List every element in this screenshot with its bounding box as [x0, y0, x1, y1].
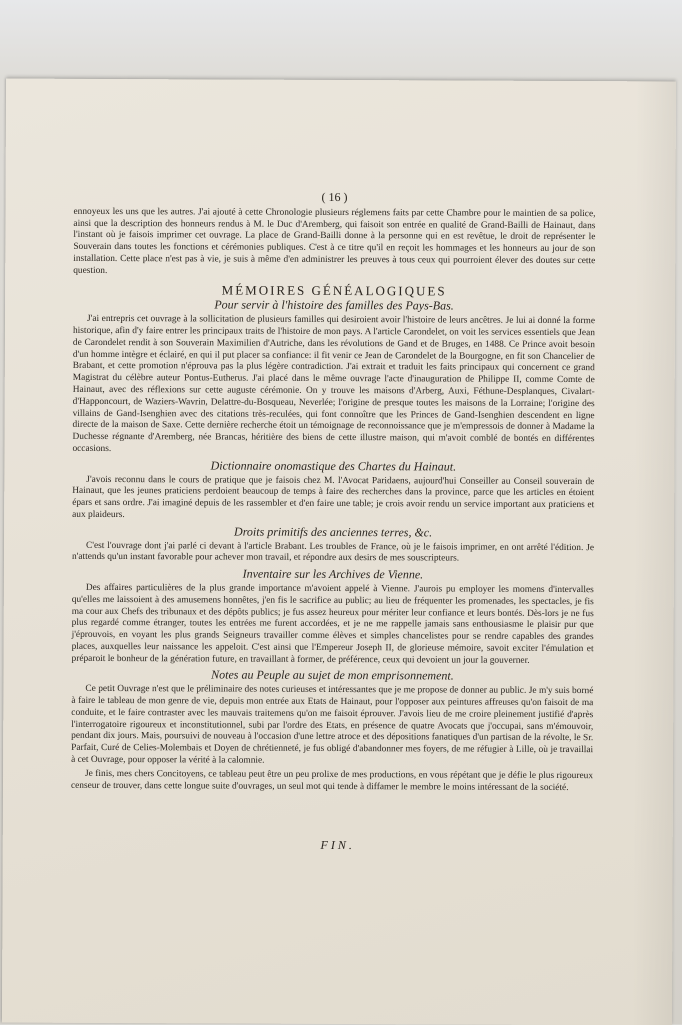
memoires-paragraph: J'ai entrepris cet ouvrage à la sollicitation de plusieurs familles qui desiroient avoir l'histoire de leurs ancêtres. Je lui ai donné la forme historique, afin d'y faire entrer les principaux traits de l'histoire de mon pays. A l'article Carondelet, on voit les services essentiels que Jean de Carondelet rendit à son Souverain Maximilien d'Autriche, dans les révolutions de Gand et de Bruges, en 1488. Ce Prince avoit besoin d'un homme intègre et éclairé, en qui il put placer sa confiance: il fit venir ce Jean de Carondelet de la Bourgogne, en fit son Chancelier de Brabant, et cette promotion n'éprouva pas la plus légère contradiction. J'ai extrait et traduit les faits principaux qui concernent ce grand Magistrat du célèbre auteur Pontus-Eutherus. J'ai placé dans le même ouvrage l'acte d'inauguration de Philippe II, comme Comte de Hainaut, avec des réflexions sur cette auguste cérémonie. On y trouve les maisons d'Arberg, Auxi, Féthune-Desplanques, Civalart-d'Happoncourt, de Waziers-Wavrin, Delattre-du-Bosqueau, Neverlée; l'origine de presque toutes les maisons de la Lorraine; l'origine des villains de Gand-Isenghien avec des citations très-reculées, qui font connoître que les Princes de Gand-Isenghien descendent en ligne directe de la maison de Saxe. Cette dernière recherche étoit un témoignage de reconnoissance que je m'empressois de donner à Madame la Duchesse régnante d'Aremberg, née Brancas, héritière des biens de cette illustre maison, qui m'avoit comblé de bontés en différentes occasions. — [72, 314, 596, 454]
dictionnaire-paragraph: J'avois reconnu dans le cours de pratique que je faisois chez M. l'Avocat Paridaens, aujourd'hui Conseiller au Conseil souverain de Hainaut, que les jeunes praticiens perdoient beaucoup de temps à faire des recherches dans la province, parce que les articles en étoient épars et sans ordre. J'ai imaginé depuis de les rassembler et d'en faire une table; je crois avoir rendu un service important aux praticiens et aux plaideurs. — [72, 474, 595, 520]
page-number: ( 16 ) — [321, 189, 348, 205]
dictionnaire-heading: Dictionnaire onomastique des Chartes du Hainaut. — [210, 458, 457, 474]
droits-paragraph: C'est l'ouvrage dont j'ai parlé ci devant à l'article Brabant. Les troubles de France, où je le faisois imprimer, en ont arrêté l'édition. Je n'attends qu'un instant favorable pour achever mon travail, et répondre aux desirs de mes souscripteurs. — [71, 540, 595, 564]
memoires-heading: MÉMOIRES GÉNÉALOGIQUES — [221, 282, 447, 299]
notes-paragraph-2: Je finis, mes chers Concitoyens, ce tableau peut être un peu prolixe de mes productions, en vous répétant que je défie le plus rigoureux censeur de trouver, dans cette longue suite d'ouvrages, un seul mot qui tende à diffamer le membre le moins intéressant de la société. — [70, 768, 594, 793]
book-page — [2, 79, 676, 1025]
notes-paragraph-1: Ce petit Ouvrage n'est que le préliminaire des notes curieuses et intéressantes que je me propose de donner au public. Je m'y suis borné à faire le tableau de mon genre de vie, depuis mon entrée aux Etats de Hainaut, pour l'opposer aux peintures affreuses qu'on faisoit de ma conduite, et le faire contraster avec les mauvais traitemens qu'on me faisoit éprouver. J'avois lieu de me croire pleinement justifié d'après l'interrogatoire rigoureux et inconstitutionnel, subi par l'ordre des Etats, en présence de quatre Avocats que j'occupai, sans m'émouvoir, pendant dix jours. Mais, poursuivi de nouveau à l'occasion d'une lettre atroce et des dépositions fanatiques d'un partisan de la révolte, le Sr. Parfait, Curé de Celies-Molembais et Doyen de chrétienneté, je fus obligé d'abandonner mes foyers, de me réfugier à Lille, où je travaillai à cet Ouvrage, pour opposer la vérité à la calomnie. — [71, 684, 594, 766]
fin-label: FIN. — [320, 837, 355, 853]
notes-heading: Notes au Peuple au sujet de mon emprisonnement. — [211, 667, 454, 683]
memoires-subheading: Pour servir à l'histoire des familles des Pays-Bas. — [214, 297, 454, 313]
intro-paragraph: ennoyeux les uns que les autres. J'ai ajouté à cette Chronologie plusieurs réglemens faits par cette Chambre pour le maintien de sa police, ainsi que la description des honneurs rendus à M. le Duc d'Aremberg, qui faisoit son entrée en qualité de Grand-Bailli de Hainaut, dans l'instant où je faisois imprimer cet ouvrage. La place de Grand-Bailli donne à la personne qui en est revêtue, le droit de représenter le Souverain dans toutes les fonctions et cérémonies publiques. C'est à ce titre qu'il en reçoit les hommages et les honneurs au jour de son installation. Cette place n'est pas à vie, je suis à même d'en administrer les preuves à tous ceux qui pourroient élever des doutes sur cette question. — [73, 206, 596, 276]
droits-heading: Droits primitifs des anciennes terres, &c. — [234, 524, 433, 540]
inventaire-paragraph: Des affaires particulières de la plus grande importance m'avoient appelé à Vienne. J'aurois pu employer les momens d'intervalles qu'elles me laissoient à des amusemens honnêtes, j'en fis le sacrifice au public; au lieu de fréquenter les promenades, les spectacles, je fis ma cour aux Chefs des tribunaux et des dépôts publics; je fus assez heureux pour mériter leur confiance et leurs bontés. Dès-lors je ne fus plus regardé comme étranger, toutes les entrées me furent accordées, et je ne me rappelle jamais sans enthousiasme le plaisir pur que j'éprouvois, en voyant les plus grands Seigneurs travailler comme élèves et simples chancelistes pour se rendre capables des grandes places, auxquelles leur naissance les appeloit. C'est ainsi que l'Empereur Joseph II, de glorieuse mémoire, savoit exciter l'émulation et préparoit le bonheur de la génération future, en travaillant à former, de préférence, ceux qui devoient un jour la gouverner. — [71, 582, 594, 666]
page-text-block — [71, 191, 596, 797]
inventaire-heading: Inventaire sur les Archives de Vienne. — [242, 566, 424, 582]
